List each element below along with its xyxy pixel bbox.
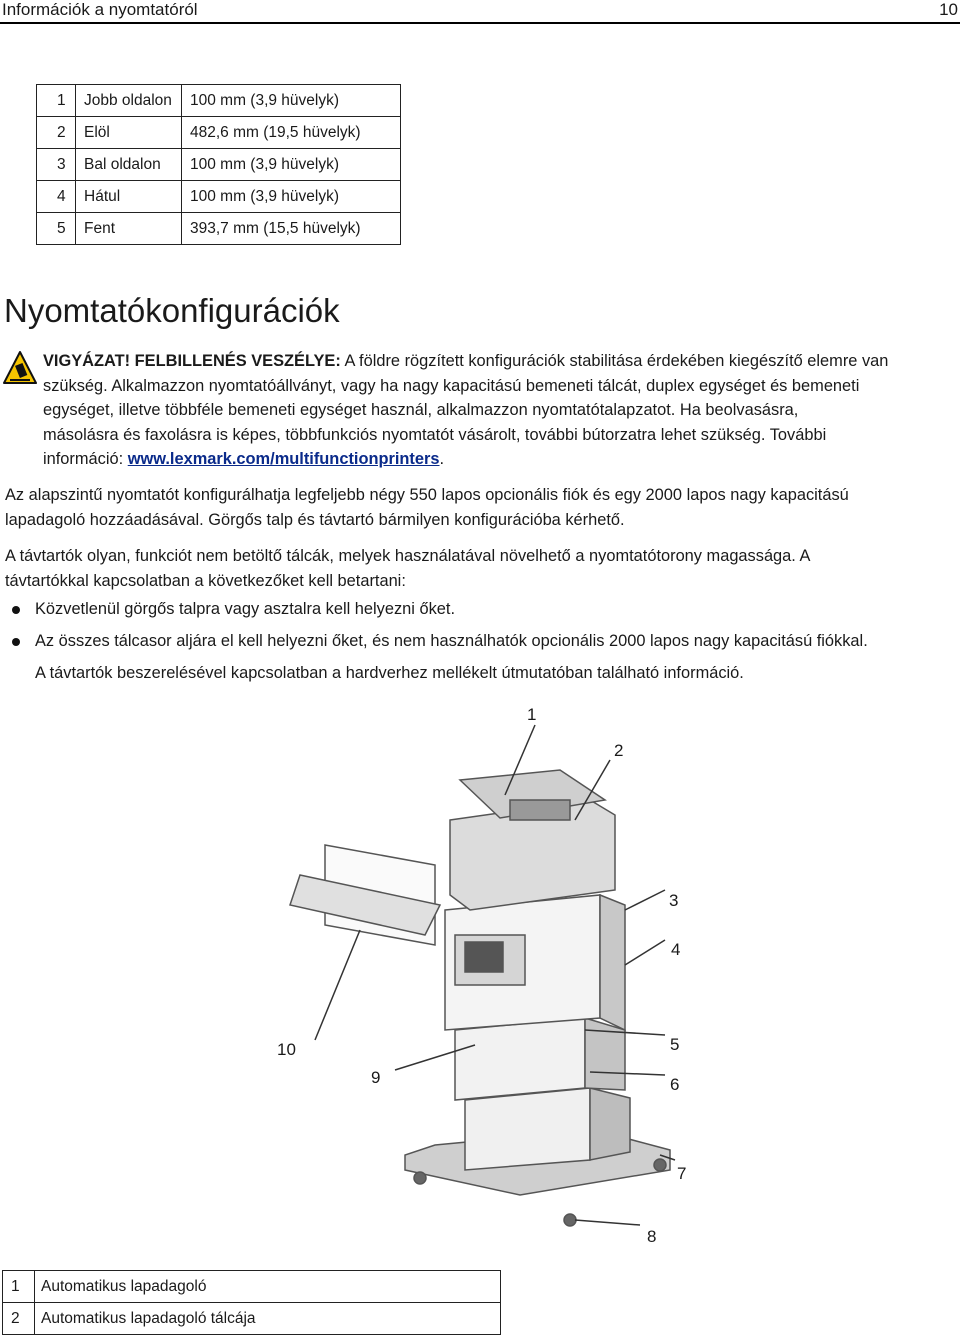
- list-item: Közvetlenül görgős talpra vagy asztalra kell helyezni őket.: [35, 600, 456, 618]
- header-title: Információk a nyomtatóról: [2, 0, 198, 19]
- callout-2: 2: [614, 741, 624, 760]
- list-item: Az összes tálcasor aljára el kell helyezni őket, és nem használhatók opcionális 2000 lapos nagy kapacitású fiókkal.: [35, 632, 868, 650]
- table-row: 4 Hátul 100 mm (3,9 hüvelyk): [37, 181, 401, 213]
- callout-9: 9: [371, 1068, 381, 1087]
- bullet-marker: [12, 638, 20, 646]
- caution-label: VIGYÁZAT! FELBILLENÉS VESZÉLYE:: [43, 352, 341, 370]
- table-row: 2 Automatikus lapadagoló tálcája: [3, 1303, 501, 1335]
- paragraph-spacers: A távtartók olyan, funkciót nem betöltő tálcák, melyek használatával növelhető a nyomtatótorony magassága. A távtartókkal kapcsolatban a következőket kell betartani:: [5, 547, 811, 590]
- callout-3: 3: [669, 891, 679, 910]
- table-row: 3 Bal oldalon 100 mm (3,9 hüvelyk): [37, 149, 401, 181]
- note-text: A távtartók beszerelésével kapcsolatban a hardverhez mellékelt útmutatóban található információ.: [35, 664, 744, 682]
- callout-4: 4: [671, 940, 681, 959]
- legend-table: [2, 1270, 501, 1335]
- page-number: 10: [939, 0, 958, 19]
- lexmark-link[interactable]: www.lexmark.com/multifunctionprinters: [127, 450, 440, 468]
- callout-6: 6: [670, 1075, 680, 1094]
- table-row: 2 Elöl 482,6 mm (19,5 hüvelyk): [37, 117, 401, 149]
- page-header: [0, 0, 960, 24]
- table-row: 1 Automatikus lapadagoló: [3, 1271, 501, 1303]
- table-row: 5 Fent 393,7 mm (15,5 hüvelyk): [37, 213, 401, 245]
- printer-illustration: [230, 700, 710, 1255]
- callout-5: 5: [670, 1035, 680, 1054]
- bullet-marker: [12, 606, 20, 614]
- callout-1: 1: [527, 705, 537, 724]
- clearance-table: [36, 84, 401, 245]
- callout-7: 7: [677, 1164, 687, 1183]
- tip-over-warning-icon: [2, 350, 38, 386]
- paragraph-configuration: Az alapszintű nyomtatót konfigurálhatja legfeljebb négy 550 lapos opcionális fiók és egy 2000 lapos nagy kapacitású lapadagoló hozzáadásával. Görgős talp és távtartó bármilyen konfigurációba kérhető.: [5, 486, 849, 529]
- table-row: 1 Jobb oldalon 100 mm (3,9 hüvelyk): [37, 85, 401, 117]
- callout-8: 8: [647, 1227, 657, 1246]
- caution-text: VIGYÁZAT! FELBILLENÉS VESZÉLYE: A földre rögzített konfigurációk stabilitása érdekében kiegészítő elemre van szükség. Alkalmazzon nyomtatóállványt, vagy ha nagy kapacitású bemeneti tálcát, duplex egységet és bemeneti egységet, illetve többféle bemeneti egységet használ, alkalmazzon nyomtatótalapzatot. Ha beolvasásra, másolásra és faxolásra is képes, többfunkciós nyomtatót vásárolt, további bútorzatra lehet szükség. További információ: www.lexmark.com/multifunctionprinters.: [43, 352, 889, 468]
- callout-10: 10: [277, 1040, 296, 1059]
- section-title: Nyomtatókonfigurációk: [4, 292, 340, 329]
